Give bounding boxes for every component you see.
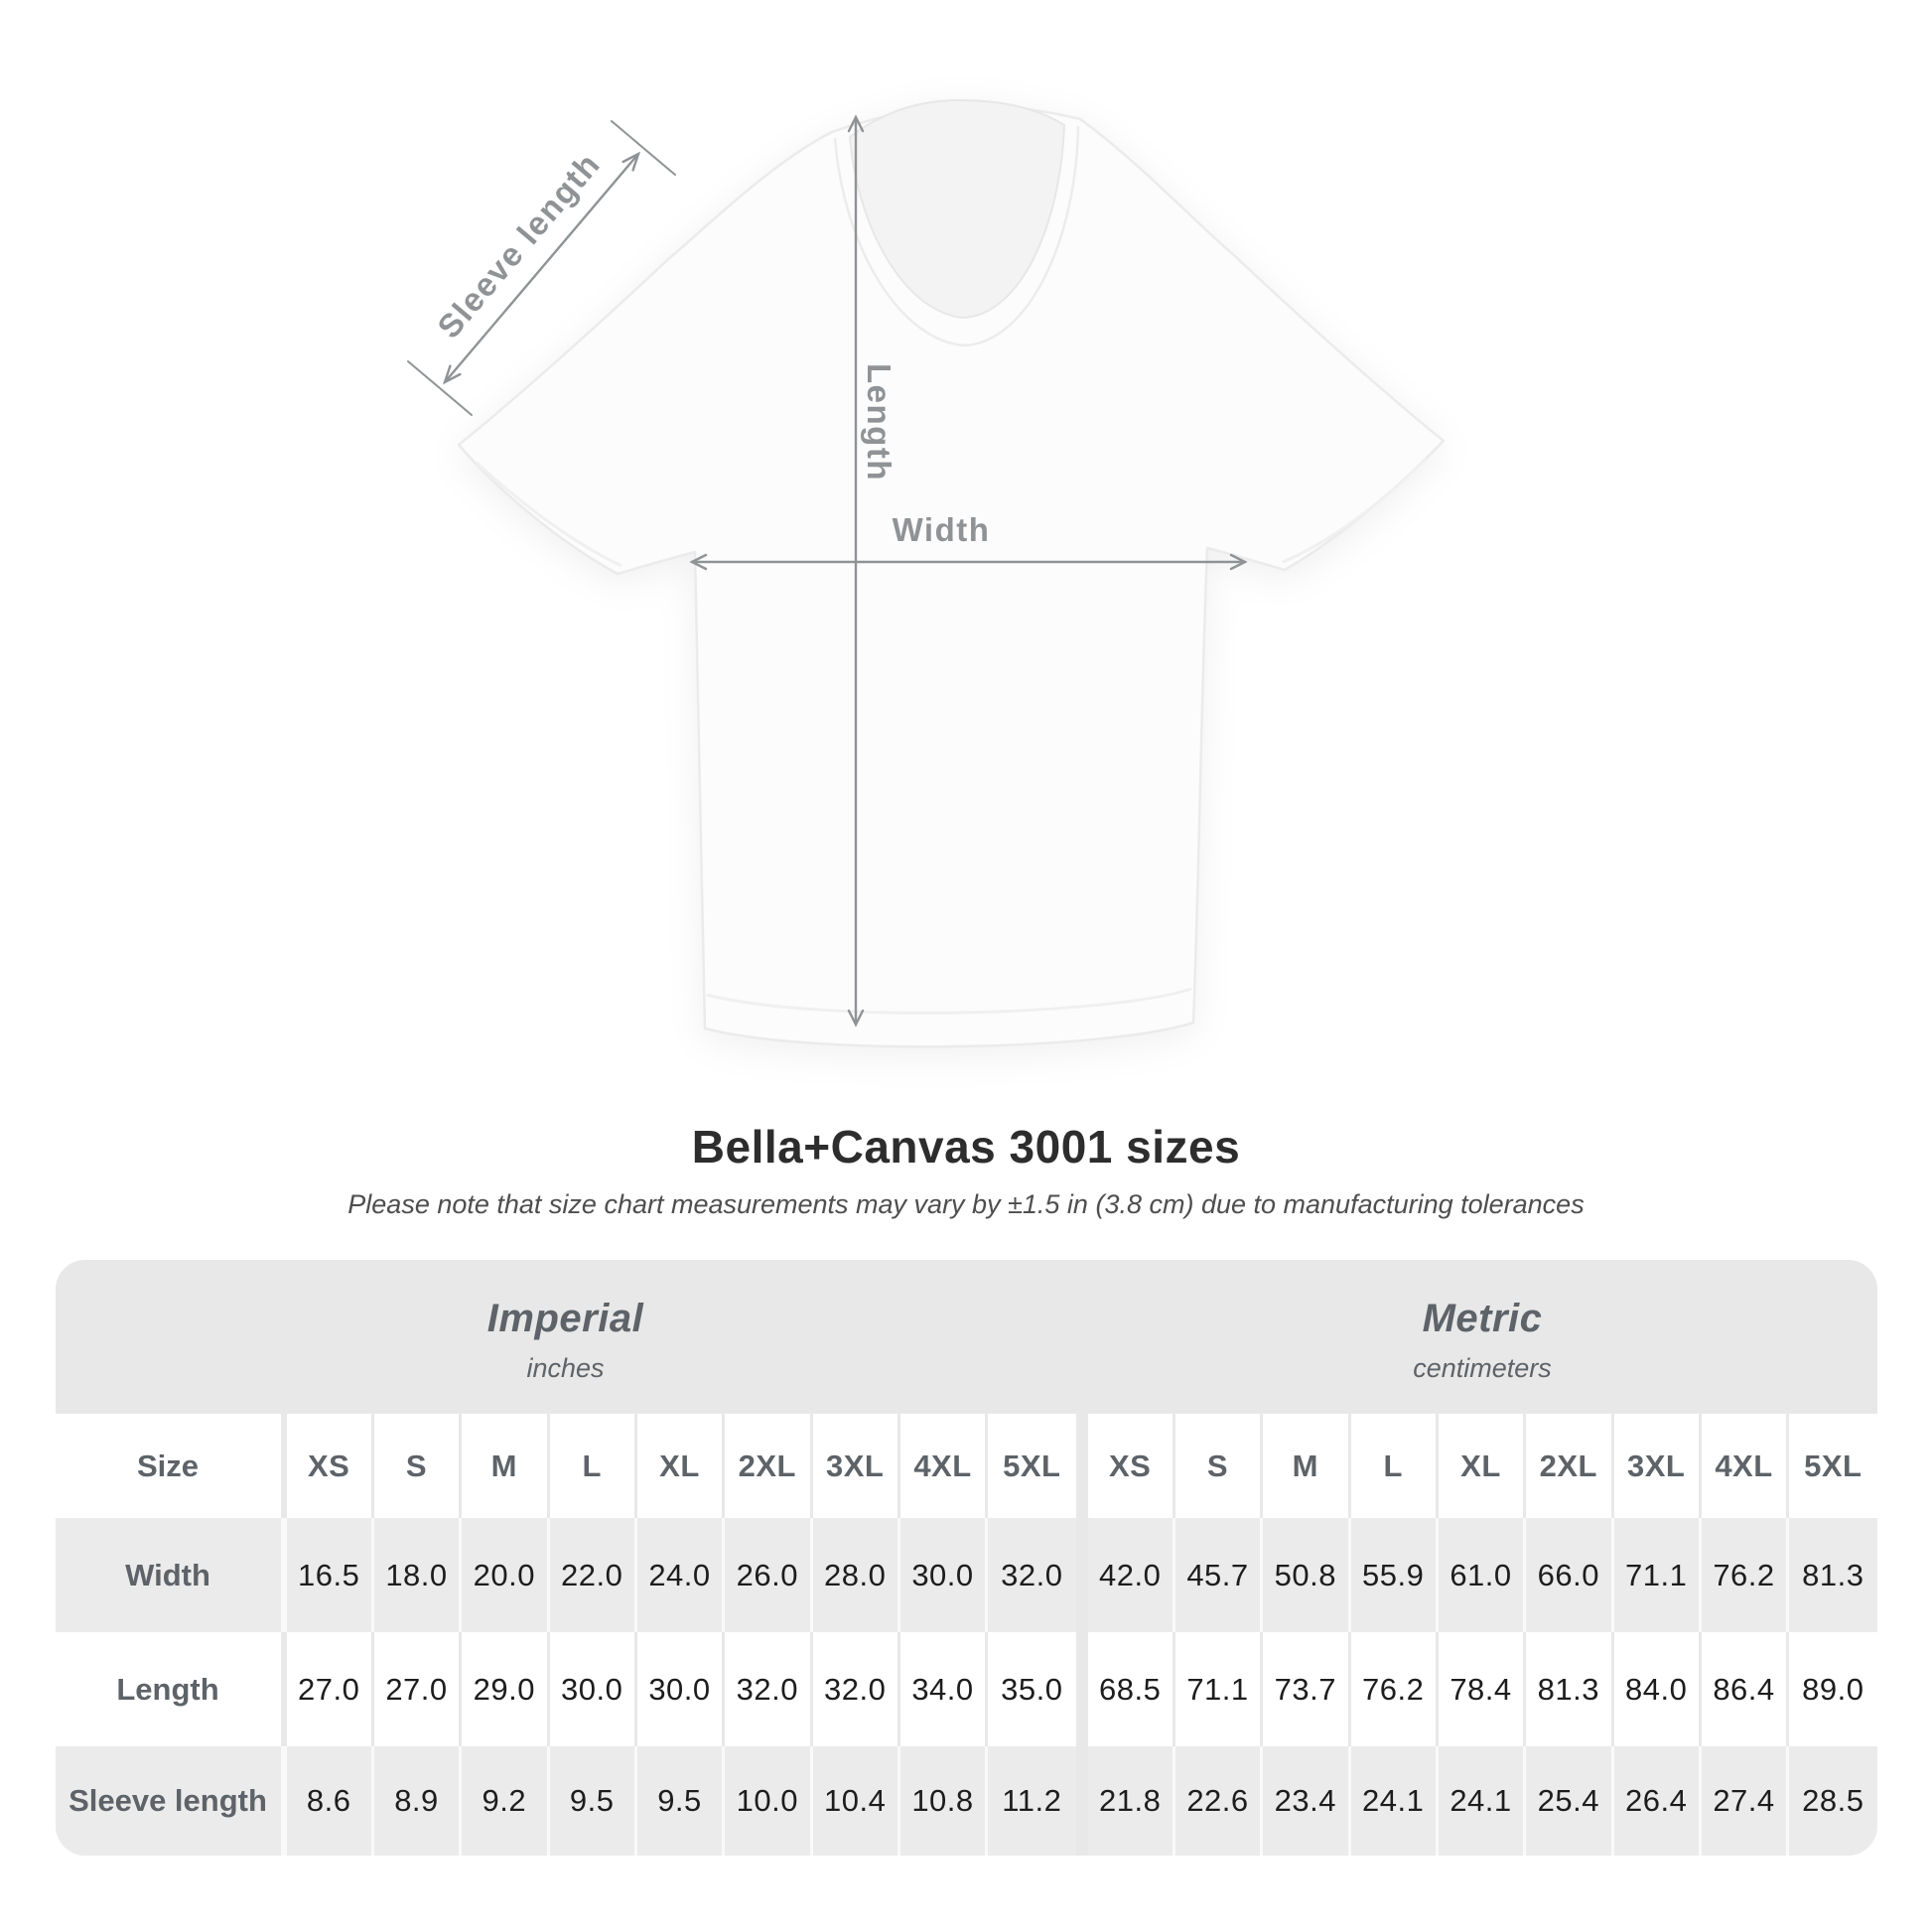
value-cell: 25.4 [1526,1746,1613,1856]
value-cell: 24.0 [637,1518,725,1632]
size-header-cell: L [550,1414,637,1518]
value-cell: 86.4 [1702,1632,1789,1746]
value-cell: 23.4 [1263,1746,1350,1856]
value-cell: 73.7 [1263,1632,1350,1746]
value-cell: 10.8 [900,1746,988,1856]
value-cell: 11.2 [988,1746,1075,1856]
size-header-cell: 3XL [1614,1414,1702,1518]
size-header-cell: 3XL [813,1414,900,1518]
imperial-group-header [56,1260,1076,1414]
size-header-cell: L [1351,1414,1439,1518]
value-cell: 8.6 [287,1746,374,1856]
group-divider [1076,1518,1088,1632]
value-cell: 84.0 [1614,1632,1702,1746]
size-header-cell: XL [1439,1414,1526,1518]
size-header-cell: S [1175,1414,1263,1518]
width-diagram-label: Width [892,511,991,548]
width-row [56,1518,1877,1632]
value-cell: 27.0 [374,1632,462,1746]
size-table [56,1260,1877,1856]
value-cell: 21.8 [1088,1746,1175,1856]
group-divider [1076,1746,1088,1856]
row-label: Sleeve length [56,1746,287,1856]
tolerance-note: Please note that size chart measurements may vary by ±1.5 in (3.8 cm) due to manufacturing tolerances [347,1189,1585,1219]
unit-system-band [56,1260,1877,1414]
value-cell: 32.0 [988,1518,1075,1632]
row-label: Width [56,1518,287,1632]
value-cell: 22.6 [1175,1746,1263,1856]
sleeve-length-row [56,1746,1877,1856]
value-cell: 20.0 [462,1518,549,1632]
length-diagram-label: Length [861,363,897,482]
value-cell: 76.2 [1351,1632,1439,1746]
value-cell: 16.5 [287,1518,374,1632]
value-cell: 55.9 [1351,1518,1439,1632]
sleeve-length-diagram-label: Sleeve length [430,145,608,345]
size-header-cell: 2XL [1526,1414,1613,1518]
value-cell: 10.4 [813,1746,900,1856]
size-header-cell: S [374,1414,462,1518]
value-cell: 26.0 [725,1518,812,1632]
size-column-header: Size [56,1414,287,1518]
value-cell: 10.0 [725,1746,812,1856]
value-cell: 9.5 [637,1746,725,1856]
group-divider [1076,1632,1088,1746]
value-cell: 81.3 [1526,1632,1613,1746]
size-header-cell: 2XL [725,1414,812,1518]
size-header-cell: XS [287,1414,374,1518]
size-header-cell: 4XL [900,1414,988,1518]
table-header-row [56,1414,1877,1518]
metric-group-header [1088,1260,1877,1414]
value-cell: 30.0 [900,1518,988,1632]
value-cell: 8.9 [374,1746,462,1856]
size-header-cell: XS [1088,1414,1175,1518]
metric-label: Metric [1422,1296,1543,1340]
size-header-cell: M [1263,1414,1350,1518]
size-header-cell: 5XL [988,1414,1075,1518]
metric-unit-label: centimeters [1413,1352,1552,1383]
value-cell: 30.0 [550,1632,637,1746]
imperial-unit-label: inches [526,1352,605,1383]
value-cell: 32.0 [725,1632,812,1746]
value-cell: 76.2 [1702,1518,1789,1632]
value-cell: 71.1 [1614,1518,1702,1632]
value-cell: 61.0 [1439,1518,1526,1632]
size-header-cell: 5XL [1789,1414,1876,1518]
value-cell: 27.4 [1702,1746,1789,1856]
value-cell: 34.0 [900,1632,988,1746]
tshirt-illustration [459,100,1444,1046]
value-cell: 68.5 [1088,1632,1175,1746]
value-cell: 89.0 [1789,1632,1876,1746]
value-cell: 28.0 [813,1518,900,1632]
value-cell: 9.2 [462,1746,549,1856]
value-cell: 32.0 [813,1632,900,1746]
size-header-cell: M [462,1414,549,1518]
value-cell: 24.1 [1439,1746,1526,1856]
value-cell: 27.0 [287,1632,374,1746]
value-cell: 28.5 [1789,1746,1876,1856]
value-cell: 24.1 [1351,1746,1439,1856]
size-header-cell: 4XL [1702,1414,1789,1518]
value-cell: 22.0 [550,1518,637,1632]
value-cell: 9.5 [550,1746,637,1856]
value-cell: 50.8 [1263,1518,1350,1632]
value-cell: 42.0 [1088,1518,1175,1632]
row-label: Length [56,1632,287,1746]
value-cell: 78.4 [1439,1632,1526,1746]
length-row [56,1632,1877,1746]
value-cell: 45.7 [1175,1518,1263,1632]
value-cell: 71.1 [1175,1632,1263,1746]
value-cell: 35.0 [988,1632,1075,1746]
group-divider [1076,1414,1088,1518]
imperial-label: Imperial [486,1296,644,1340]
value-cell: 18.0 [374,1518,462,1632]
value-cell: 26.4 [1614,1746,1702,1856]
value-cell: 81.3 [1789,1518,1876,1632]
value-cell: 29.0 [462,1632,549,1746]
page-title: Bella+Canvas 3001 sizes [691,1121,1241,1173]
size-header-cell: XL [637,1414,725,1518]
value-cell: 66.0 [1526,1518,1613,1632]
value-cell: 30.0 [637,1632,725,1746]
